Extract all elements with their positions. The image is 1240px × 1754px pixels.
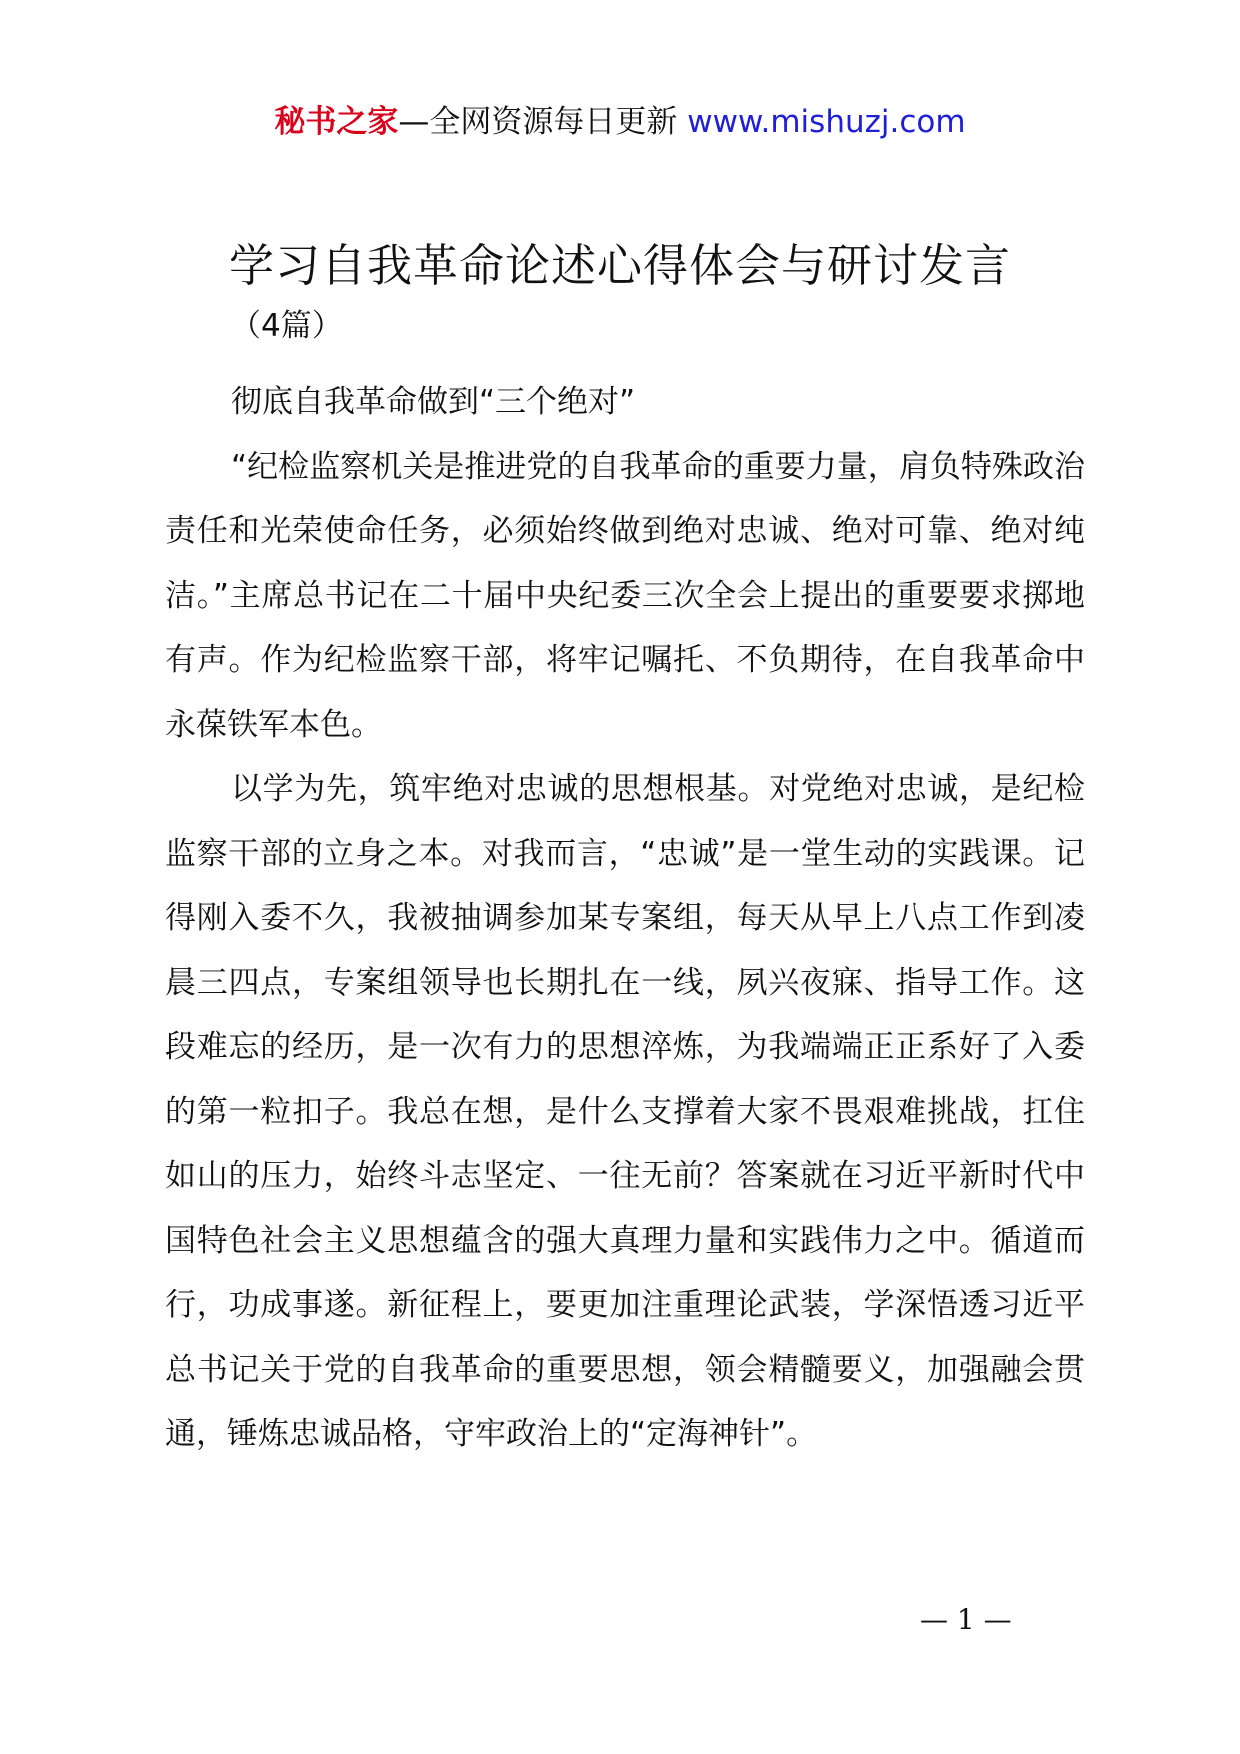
body-paragraph: “纪检监察机关是推进党的自我革命的重要力量，肩负特殊政治责任和光荣使命任务，必须始终做到绝对忠诚、绝对可靠、绝对纯洁。”主席总书记在二十届中央纪委三次全会上提出的重要要求掷地有声。作为纪检监察干部，将牢记嘱托、不负期待，在自我革命中永葆铁军本色。 (165, 448, 1085, 743)
site-url-link[interactable]: www.mishuzj.com (687, 104, 966, 140)
header-tagline: —全网资源每日更新 (398, 104, 688, 140)
page-number: — 1 — (920, 1603, 1012, 1636)
document-body (165, 370, 1085, 1467)
document-title: 学习自我革命论述心得体会与研讨发言 (228, 239, 1011, 292)
site-header (0, 100, 1240, 144)
body-paragraph: 以学为先，筑牢绝对忠诚的思想根基。对党绝对忠诚，是纪检监察干部的立身之本。对我而言，“忠诚”是一堂生动的实践课。记得刚入委不久，我被抽调参加某专案组，每天从早上八点工作到凌晨三四点，专案组领导也长期扎在一线，夙兴夜寐、指导工作。这段难忘的经历，是一次有力的思想淬炼，为我端端正正系好了入委的第一粒扣子。我总在想，是什么支撑着大家不畏艰难挑战，扛住如山的压力，始终斗志坚定、一往无前？答案就在习近平新时代中国特色社会主义思想蕴含的强大真理力量和实践伟力之中。循道而行，功成事遂。新征程上，要更加注重理论武装，学深悟透习近平总书记关于党的自我革命的重要思想，领会精髓要义，加强融会贯通，锤炼忠诚品格，守牢政治上的“定海神针”。 (165, 771, 1085, 1452)
section-heading: 彻底自我革命做到“三个绝对” (231, 384, 636, 420)
brand-name: 秘书之家 (274, 104, 399, 140)
document-subtitle: （4篇） (230, 308, 343, 344)
